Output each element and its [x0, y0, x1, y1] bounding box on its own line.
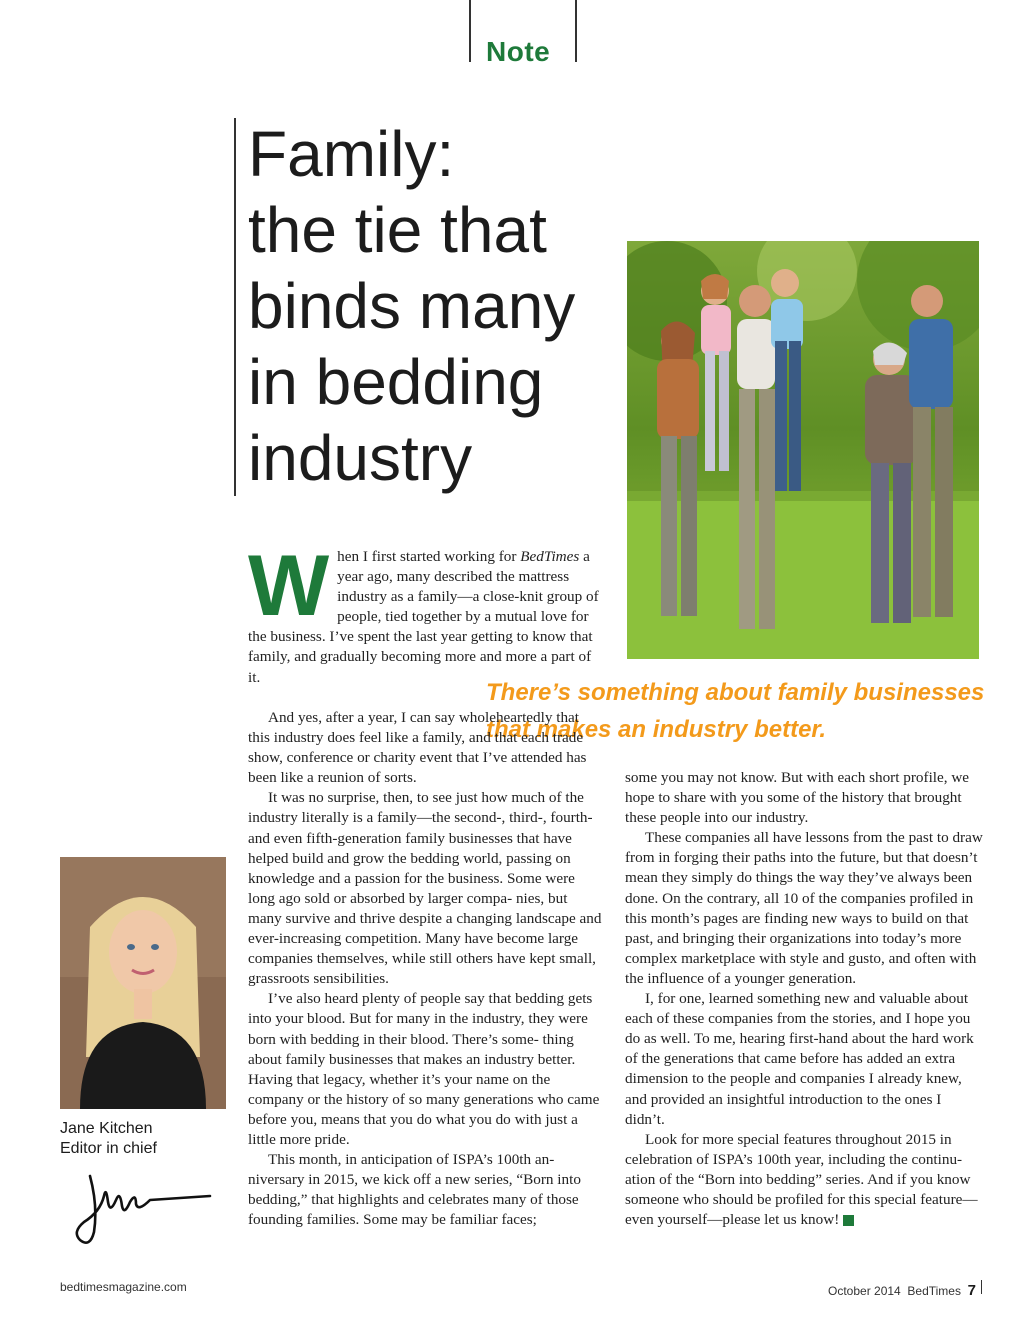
article-paragraph	[625, 1130, 983, 1230]
end-mark-icon	[843, 1215, 854, 1226]
headline	[248, 116, 628, 496]
article-paragraph: These companies all have lessons from the past to draw from in forging their paths into the future, but that doesn’t mean they simply do things the way they’ve always been done. On the contrary, all 10 of the companies profiled in this month’s pages are finding new ways to build on that past, and bringing their organizations into today’s more complex marketplace with style and gusto, and often with the influence of a younger generation.	[625, 829, 983, 987]
headline-line: binds many	[248, 270, 576, 342]
footer-divider	[981, 1280, 982, 1294]
tab-divider-left	[469, 0, 471, 62]
editor-credit	[60, 1119, 157, 1159]
article-paragraph	[248, 538, 602, 688]
footer-issue-info	[828, 1282, 976, 1299]
footer-website: bedtimesmagazine.com	[60, 1280, 187, 1294]
editor-name: Jane Kitchen	[60, 1120, 153, 1137]
article-paragraph: And yes, after a year, I can say wholeheartedly that this industry does feel like a family, and that each trade show, conference or charity event that I’ve attended has been like a reunion of sorts.	[248, 709, 587, 787]
tab-divider-right	[575, 0, 577, 62]
section-label: Note	[486, 36, 551, 67]
pull-quote-line: There’s something about family businesses	[486, 679, 985, 706]
drop-cap: W	[248, 538, 330, 634]
footer-magazine: BedTimes	[907, 1284, 961, 1298]
headline-line: the tie that	[248, 194, 547, 266]
article-paragraph: some you may not know. But with each short profile, we hope to share with you some of the history that brought these people into our industry.	[625, 769, 970, 827]
pull-quote-line: that makes an industry better.	[486, 716, 827, 743]
article-paragraph: I, for one, learned something new and valuable about each of these companies from the stories, and I hope you do as well. To me, hearing first-hand about the hard work of the generations that came before has added an extra dimension to the people and companies I already knew, and provided an insightful introduction to the ones I didn’t.	[625, 990, 974, 1128]
editor-title: Editor in chief	[60, 1140, 157, 1157]
article-paragraph: This month, in anticipation of ISPA’s 100th an- niversary in 2015, we kick off a new series, “Born into bedding,” that highlights and celebrates many of those founding families. Some may be familiar faces;	[248, 1151, 581, 1229]
footer-issue: October 2014	[828, 1284, 901, 1298]
paragraph-text: Look for more special features throughout 2015 in celebration of ISPA’s 100th year, including the continu- ation of the “Born into bedding” series. And if you know someone who should be profiled for this special feature—even yourself—please let us know!	[625, 1130, 978, 1229]
family-photo	[627, 241, 979, 659]
headline-line: Family:	[248, 118, 455, 190]
article-column-1	[248, 538, 602, 688]
paragraph-text: a year ago, many described the mattress industry as a family—a close-knit group of people, tied together by a mutual love for the business. I’ve spent the last year getting to know that family, and gradually becoming more and more a part of it.	[248, 548, 599, 686]
headline-line: in bedding	[248, 346, 544, 418]
page-number: 7	[967, 1282, 976, 1299]
article-paragraph: It was no surprise, then, to see just how much of the industry literally is a family—the second-, third-, fourth- and even fifth-generation family businesses that have helped build and grow the bedding world, passing on knowledge and a passion for the business. Some were long ago sold or absorbed by larger compa- nies, but many survive and thrive despite a changing landscape and ever-increasing competition. Many have become large companies themselves, while still others have kept small, grassroots sensibilities.	[248, 789, 602, 988]
magazine-name: BedTimes	[520, 548, 580, 565]
article-column-1-cont	[248, 708, 602, 1230]
paragraph-text: hen I first started working for	[337, 548, 521, 565]
editor-photo	[60, 857, 226, 1109]
headline-line: industry	[248, 422, 473, 494]
headline-rule	[234, 118, 236, 496]
editor-signature	[70, 1166, 215, 1248]
article-column-2	[625, 768, 983, 1230]
article-paragraph: I’ve also heard plenty of people say that bedding gets into your blood. But for many in the industry, they were born with bedding in their blood. There’s some- thing about family businesses that makes an industry better. Having that legacy, whether it’s your name on the company or the history of so many generations who came before you, means that you do what you do with just a little more pride.	[248, 990, 600, 1148]
